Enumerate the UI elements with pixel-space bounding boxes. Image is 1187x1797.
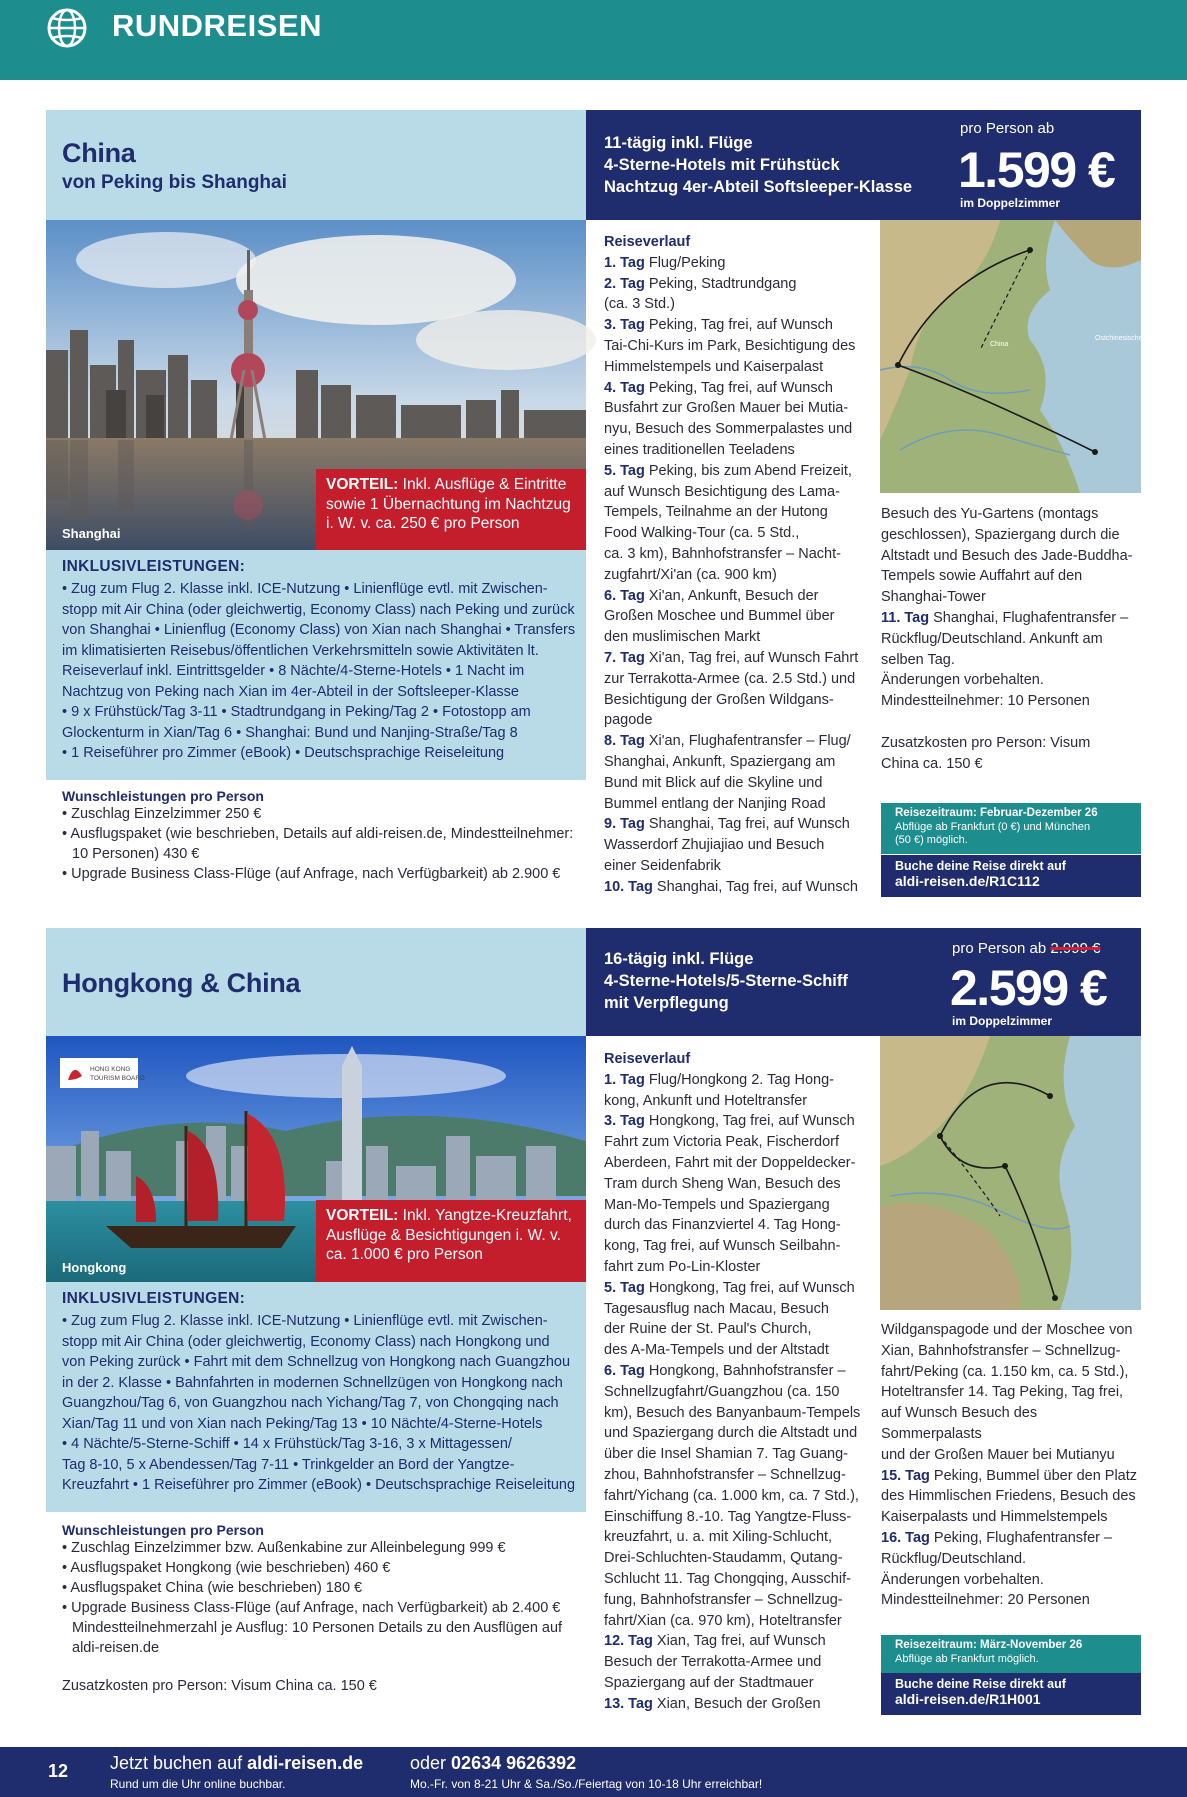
itinerary-line: 15. Tag Peking, Bummel über den Platz: [881, 1467, 1138, 1484]
itinerary-lines: [604, 253, 874, 898]
tour1-reisezeitraum-text: Reisezeitraum: Februar-Dezember 26: [895, 807, 1098, 819]
tour1-photo-caption: Shanghai: [62, 526, 121, 541]
itinerary-line: 5. Tag Hongkong, Tag frei, auf Wunsch: [604, 1279, 855, 1296]
inclusive-line: in der 2. Klasse • Bahnfahrten in modernen Schnellzügen von Hongkong nach: [62, 1374, 563, 1391]
itinerary-line: 16. Tag Peking, Flughafentransfer –: [881, 1529, 1113, 1546]
tour2-title: Hongkong & China: [62, 968, 301, 998]
itinerary-line: 10. Tag Shanghai, Tag frei, auf Wunsch: [604, 878, 858, 895]
tour1-offer-header: [586, 110, 1141, 220]
tour2-vorteil-line: Ausflüge & Besichtigungen i. W. v.: [326, 1226, 561, 1244]
logo-text: HONG KONG: [90, 1066, 131, 1073]
side-lines: [881, 504, 1141, 774]
itinerary-line: Bund mit Blick auf die Skyline und: [604, 774, 823, 791]
itinerary-line: 11. Tag Shanghai, Flughafentransfer –: [881, 609, 1129, 626]
booking-line: Buche deine Reise direkt auf: [895, 859, 1066, 873]
tour2-itinerary-continued: [881, 1320, 1141, 1611]
itinerary-line: Rückflug/Deutschland. Ankunft am: [881, 630, 1103, 647]
tour1-price-suffix: im Doppelzimmer: [960, 196, 1061, 210]
tour1-booking-link[interactable]: aldi-reisen.de/R1C112: [895, 873, 1040, 889]
tour1-inclusive-heading: INKLUSIVLEISTUNGEN:: [62, 558, 246, 575]
itinerary-line: [881, 712, 1141, 733]
itinerary-line: und der Großen Mauer bei Mutianyu: [881, 1446, 1115, 1463]
inclusive-line: Nachtzug von Peking nach Xian im 4er-Abteil in der Softsleeper-Klasse: [62, 683, 519, 700]
itinerary-line: Rückflug/Deutschland.: [881, 1550, 1027, 1567]
tour1-itinerary: [604, 232, 874, 898]
tour1-title: China: [62, 138, 136, 168]
tour2-route-map: [880, 1036, 1141, 1310]
wunsch-item: • Zuschlag Einzelzimmer bzw. Außenkabine zur Alleinbelegung 999 €: [62, 1538, 582, 1558]
inclusive-line: • Zug zum Flug 2. Klasse inkl. ICE-Nutzung • Linienflüge evtl. mit Zwischen-: [62, 581, 548, 597]
footer-cta-sub: Rund um die Uhr online buchbar.: [110, 1777, 286, 1791]
tour1-vorteil-line: Inkl. Ausflüge & Eintritte: [402, 476, 567, 493]
tour2-offer-header: [586, 928, 1141, 1036]
itinerary-line: kong, Ankunft und Hoteltransfer: [604, 1092, 808, 1109]
itinerary-line: Himmelstempels und Kaiserpalast: [604, 358, 824, 375]
itinerary-line: 6. Tag Xi'an, Ankunft, Besuch der: [604, 587, 819, 604]
tour1-vorteil-box: [316, 469, 586, 550]
inclusive-line: Reiseverlauf inkl. Eintrittsgelder • 8 Nächte/4-Sterne-Hotels • 1 Nacht im: [62, 663, 525, 679]
itinerary-line: auf Wunsch Besuch des Sommerpalasts: [881, 1405, 1038, 1442]
tour1-inclusive-text: [62, 579, 578, 764]
itinerary-line: geschlossen), Spaziergang durch die: [881, 526, 1120, 543]
itinerary-line: Busfahrt zur Großen Mauer bei Mutia-: [604, 400, 849, 417]
itinerary-line: fahrt/Peking (ca. 1.150 km, ca. 5 Std.),: [881, 1363, 1129, 1380]
tour2-title-panel: [46, 928, 586, 1036]
tour2-reisezeitraum-text: Reisezeitraum: März-November 26: [895, 1639, 1083, 1651]
itinerary-line: selben Tag.: [881, 651, 955, 668]
phone-prefix: oder: [410, 1753, 447, 1773]
inclusive-line: von Shanghai • Linienflug (Economy Class) von Xian nach Shanghai • Transfers: [62, 622, 576, 638]
map-label: Ostchinesisches Meer: [1095, 335, 1164, 342]
itinerary-line: Tempels, Teilnahme an der Hutong: [604, 504, 828, 521]
tour1-inclusive-panel: [46, 550, 586, 780]
itinerary-line: km), Besuch des Banyanbaum-Tempels: [604, 1404, 861, 1421]
itinerary-line: 3. Tag Hongkong, Tag frei, auf Wunsch: [604, 1113, 855, 1130]
abflug-line: Abflüge ab Frankfurt möglich.: [895, 1652, 1039, 1665]
tour1-title-panel: [46, 110, 586, 220]
itinerary-line: Mindestteilnehmer: 10 Personen: [881, 693, 1090, 710]
itinerary-line: eines traditionellen Teeladens: [604, 441, 795, 458]
itinerary-line: 7. Tag Xi'an, Tag frei, auf Wunsch Fahrt: [604, 649, 859, 666]
wunsch-item: • Upgrade Business Class-Flüge (auf Anfrage, nach Verfügbarkeit) ab 2.400 € Mindestteilnehmerzahl je Ausflug: 10 Personen Details zu den Ausflügen auf aldi-reisen.de: [62, 1598, 582, 1658]
itinerary-line: China ca. 150 €: [881, 755, 983, 772]
itinerary-line: Änderungen vorbehalten.: [881, 1571, 1044, 1588]
itinerary-line: des A-Ma-Tempels und der Altstadt: [604, 1342, 829, 1359]
itinerary-line: Kaiserpalasts und Himmelstempels: [881, 1509, 1108, 1526]
tour2-price-prefix: [952, 940, 1100, 957]
itinerary-line: 1. Tag Flug/Hongkong 2. Tag Hong-: [604, 1071, 834, 1088]
offer-line: mit Verpflegung: [604, 994, 729, 1012]
inclusive-line: stopp mit Air China (oder gleichwertig, Economy Class) nach Hongkong und: [62, 1333, 550, 1350]
tour2-inclusive-heading: INKLUSIVLEISTUNGEN:: [62, 1290, 246, 1307]
footer-hours: Mo.-Fr. von 8-21 Uhr & Sa./So./Feiertag von 10-18 Uhr erreichbar!: [410, 1777, 763, 1791]
itinerary-line: 3. Tag Peking, Tag frei, auf Wunsch: [604, 317, 833, 334]
offer-line: 11-tägig inkl. Flüge: [604, 134, 753, 152]
itinerary-line: Aberdeen, Fahrt mit der Doppeldecker-: [604, 1154, 856, 1171]
itinerary-line: durch das Finanzviertel 4. Tag Hong-: [604, 1217, 841, 1234]
itinerary-line: Shanghai, Ankunft, Spaziergang am: [604, 753, 836, 770]
offer-line: Nachtzug 4er-Abteil Softsleeper-Klasse: [604, 178, 913, 196]
itinerary-line: 6. Tag Hongkong, Bahnhofstransfer –: [604, 1362, 846, 1379]
inclusive-line: stopp mit Air China (oder gleichwertig, Economy Class) nach Peking und zurück: [62, 601, 575, 618]
tour1-offer-lines: [604, 132, 912, 198]
itinerary-line: zugfahrt/Xi'an (ca. 900 km): [604, 566, 777, 583]
itinerary-line: Tagesausflug nach Macau, Besuch: [604, 1300, 829, 1317]
itinerary-line: 4. Tag Peking, Tag frei, auf Wunsch: [604, 379, 833, 396]
abflug-line: (50 €) möglich.: [895, 834, 968, 846]
china-map-image: [880, 220, 1164, 493]
itinerary-line: pagode: [604, 712, 653, 729]
globe-icon: [46, 2, 88, 52]
phone-number[interactable]: 02634 9626392: [451, 1753, 577, 1773]
tour2-photo-caption: Hongkong: [62, 1260, 127, 1275]
tour2-booking-box[interactable]: [881, 1673, 1141, 1715]
offer-line: 4-Sterne-Hotels mit Frühstück: [604, 156, 840, 174]
itinerary-line: Änderungen vorbehalten.: [881, 672, 1044, 689]
itinerary-line: fahrt/Yichang (ca. 1.000 km, ca. 7 Std.),: [604, 1487, 859, 1504]
itinerary-line: zur Terrakotta-Armee (ca. 2.5 Std.) und: [604, 670, 856, 687]
inclusive-line: • 1 Reiseführer pro Zimmer (eBook) • Deutschsprachige Reiseleitung: [62, 745, 505, 761]
itinerary-line: Hoteltransfer 14. Tag Peking, Tag frei,: [881, 1384, 1124, 1401]
tour1-itinerary-continued: [881, 504, 1141, 774]
itinerary-heading: Reiseverlauf: [604, 234, 691, 250]
footer-bar: [0, 1747, 1187, 1797]
itinerary-line: 13. Tag Xian, Besuch der Großen: [604, 1695, 821, 1712]
offer-line: 16-tägig inkl. Flüge: [604, 950, 754, 968]
inclusive-line: Guangzhou/Tag 6, von Guangzhou nach Yichang/Tag 7, von Chongqing nach: [62, 1395, 559, 1411]
tour2-offer-lines: [604, 948, 848, 1014]
inclusive-line: Xian/Tag 11 und von Xian nach Peking/Tag 13 • 10 Nächte/4-Sterne-Hotels: [62, 1415, 543, 1432]
price-prefix-text: pro Person ab: [952, 940, 1047, 957]
itinerary-line: kreuzfahrt, u. a. mit Xiling-Schlucht,: [604, 1529, 833, 1546]
itinerary-line: 1. Tag Flug/Peking: [604, 254, 726, 271]
itinerary-line: über die Insel Shamian 7. Tag Guang-: [604, 1446, 848, 1463]
inclusive-line: Tag 8-10, 5 x Abendessen/Tag 7-11 • Trinkgelder an Bord der Yangtze-: [62, 1456, 515, 1473]
inclusive-line: im klimatisierten Reisebus/öffentlichen Verkehrsmitteln sowie Aktivitäten lt.: [62, 642, 539, 659]
itinerary-line: Tai-Chi-Kurs im Park, Besichtigung des: [604, 337, 856, 354]
tour1-price: 1.599 €: [958, 142, 1115, 198]
side-lines: [881, 1320, 1141, 1611]
itinerary-line: zhou, Bahnhofstransfer – Schnellzug-: [604, 1466, 846, 1483]
itinerary-line: Tram durch Sheng Wan, Besuch des: [604, 1175, 841, 1192]
tour1-vorteil-label: VORTEIL:: [326, 476, 399, 493]
offer-line: 4-Sterne-Hotels/5-Sterne-Schiff: [604, 972, 848, 990]
itinerary-line: Besichtigung der Großen Wildgans-: [604, 691, 834, 708]
itinerary-line: Tempels sowie Auffahrt auf den: [881, 568, 1083, 585]
itinerary-line: Fahrt zum Victoria Peak, Fischerdorf: [604, 1134, 840, 1151]
itinerary-line: 9. Tag Shanghai, Tag frei, auf Wunsch: [604, 816, 850, 833]
itinerary-line: 8. Tag Xi'an, Flughafentransfer – Flug/: [604, 733, 851, 750]
tour2-vorteil-box: [316, 1200, 586, 1282]
itinerary-line: kong, Tag frei, auf Wunsch Seilbahn-: [604, 1238, 841, 1255]
wunsch-item: • Ausflugspaket Hongkong (wie beschrieben) 460 €: [62, 1558, 582, 1578]
itinerary-line: Mindestteilnehmer: 20 Personen: [881, 1592, 1090, 1609]
itinerary-line: Man-Mo-Tempels und Spaziergang: [604, 1196, 830, 1213]
tour2-vorteil-line: ca. 1.000 € pro Person: [326, 1246, 483, 1263]
itinerary-line: den muslimischen Markt: [604, 629, 761, 646]
section-header: [0, 0, 1187, 80]
itinerary-line: und Spaziergang durch die Altstadt und: [604, 1425, 858, 1442]
tour2-vorteil-label: VORTEIL:: [326, 1207, 399, 1224]
itinerary-line: Altstadt und Besuch des Jade-Buddha-: [881, 547, 1133, 564]
itinerary-line: Besuch des Yu-Gartens (montags: [881, 506, 1099, 522]
tour2-inclusive-text: [62, 1311, 578, 1496]
tour2-booking-link[interactable]: aldi-reisen.de/R1H001: [895, 1691, 1041, 1707]
logo-text: TOURISM BOARD: [90, 1075, 145, 1082]
tour2-price-suffix: im Doppelzimmer: [952, 1014, 1053, 1028]
itinerary-line: fahrt/Xian (ca. 970 km), Hoteltransfer: [604, 1612, 842, 1629]
inclusive-line: Kreuzfahrt • 1 Reiseführer pro Zimmer (eBook) • Deutschsprachige Reiseleitung: [62, 1477, 576, 1493]
itinerary-line: Schnellzugfahrt/Guangzhou (ca. 150: [604, 1383, 840, 1400]
itinerary-line: Wildganspagode und der Moschee von: [881, 1322, 1133, 1338]
section-title: RUNDREISEN: [112, 8, 322, 43]
tour2-itinerary: [604, 1049, 874, 1715]
cta-prefix: Jetzt buchen auf: [110, 1753, 243, 1773]
wunsch-item: • Ausflugspaket China (wie beschrieben) 180 €: [62, 1578, 582, 1598]
itinerary-line: einer Seidenfabrik: [604, 857, 721, 874]
tour1-price-prefix: pro Person ab: [960, 120, 1055, 137]
inclusive-line: • 4 Nächte/5-Sterne-Schiff • 14 x Frühstück/Tag 3-16, 3 x Mittagessen/: [62, 1436, 512, 1452]
map-label: China: [990, 341, 1009, 348]
itinerary-line: der Ruine der St. Paul's Church,: [604, 1321, 812, 1338]
itinerary-line: Shanghai-Tower: [881, 589, 986, 606]
itinerary-line: nyu, Besuch des Sommerpalastes und: [604, 421, 853, 438]
abflug-line: Abflüge ab Frankfurt (0 €) und München: [895, 820, 1091, 833]
tour2-inclusive-panel: [46, 1282, 586, 1512]
inclusive-line: Glockenturm in Xian/Tag 6 • Shanghai: Bund und Nanjing-Straße/Tag 8: [62, 724, 518, 741]
itinerary-line: Zusatzkosten pro Person: Visum: [881, 734, 1091, 751]
tour1-reisezeitraum: [881, 803, 1141, 854]
tour1-wunsch-heading: Wunschleistungen pro Person: [62, 788, 264, 804]
tour2-wunschleistungen: [62, 1522, 582, 1694]
inclusive-line: • Zug zum Flug 2. Klasse inkl. ICE-Nutzung • Linienflüge evtl. mit Zwischen-: [62, 1313, 548, 1329]
tour1-route-map: [880, 220, 1164, 493]
itinerary-line: Großen Moschee und Bummel über: [604, 608, 835, 625]
itinerary-line: 5. Tag Peking, bis zum Abend Freizeit,: [604, 462, 852, 479]
itinerary-line: des Himmlischen Friedens, Besuch des: [881, 1488, 1136, 1505]
tour2-vorteil-line: Inkl. Yangtze-Kreuzfahrt,: [402, 1207, 572, 1224]
itinerary-line: (ca. 3 Std.): [604, 296, 675, 313]
cta-link[interactable]: aldi-reisen.de: [247, 1753, 364, 1773]
wunsch-item: • Zuschlag Einzelzimmer 250 €: [62, 804, 582, 824]
tour2-reisezeitraum: [881, 1635, 1141, 1673]
inclusive-line: von Peking zurück • Fahrt mit dem Schnellzug von Hongkong nach Guangzhou: [62, 1354, 571, 1370]
tour2-old-price: 2.999 €: [1050, 940, 1101, 957]
booking-line: Buche deine Reise direkt auf: [895, 1677, 1066, 1691]
itinerary-lines: [604, 1070, 874, 1715]
itinerary-line: Besuch der Terrakotta-Armee und: [604, 1654, 822, 1671]
itinerary-line: 2. Tag Peking, Stadtrundgang: [604, 275, 797, 292]
itinerary-line: ca. 3 km), Bahnhofstransfer – Nacht-: [604, 545, 841, 562]
itinerary-line: Wasserdorf Zhujiajiao und Besuch: [604, 837, 825, 854]
wunsch-item: • Upgrade Business Class-Flüge (auf Anfrage, nach Verfügbarkeit) ab 2.900 €: [62, 864, 582, 884]
tour1-vorteil-line: i. W. v. ca. 250 € pro Person: [326, 515, 520, 532]
tour1-vorteil-line: sowie 1 Übernachtung im Nachtzug: [326, 495, 571, 513]
itinerary-line: fung, Bahnhofstransfer – Schnellzug-: [604, 1591, 843, 1608]
tour1-subtitle: von Peking bis Shanghai: [62, 172, 287, 193]
china-route-map-image: [880, 1036, 1141, 1310]
tour1-booking-box[interactable]: [881, 855, 1141, 897]
itinerary-line: Food Walking-Tour (ca. 5 Std.,: [604, 525, 800, 542]
inclusive-line: • 9 x Frühstück/Tag 3-11 • Stadtrundgang in Peking/Tag 2 • Fotostopp am: [62, 704, 531, 720]
itinerary-line: Bummel entlang der Nanjing Road: [604, 795, 826, 812]
itinerary-heading: Reiseverlauf: [604, 1051, 691, 1067]
itinerary-line: fahrt zum Po-Lin-Kloster: [604, 1258, 761, 1275]
page-number: 12: [48, 1761, 69, 1781]
itinerary-line: Spaziergang auf der Stadtmauer: [604, 1674, 814, 1691]
itinerary-line: Drei-Schluchten-Staudamm, Qutang-: [604, 1550, 843, 1567]
itinerary-line: Schlucht 11. Tag Chongqing, Ausschif-: [604, 1570, 851, 1587]
itinerary-line: Xian, Bahnhofstransfer – Schnellzug-: [881, 1342, 1121, 1359]
footer-phone: [410, 1753, 576, 1774]
tour1-wunschleistungen: [62, 788, 582, 884]
wunsch-item: • Ausflugspaket (wie beschrieben, Details auf aldi-reisen.de, Mindestteilnehmer: 10 Personen) 430 €: [62, 824, 582, 864]
tour2-zusatzkosten: Zusatzkosten pro Person: Visum China ca. 150 €: [62, 1678, 377, 1694]
tour2-price: 2.599 €: [950, 960, 1107, 1016]
tour2-wunsch-heading: Wunschleistungen pro Person: [62, 1522, 264, 1538]
itinerary-line: Einschiffung 8.-10. Tag Yangtze-Fluss-: [604, 1508, 852, 1525]
itinerary-line: 12. Tag Xian, Tag frei, auf Wunsch: [604, 1633, 826, 1650]
footer-cta: [110, 1753, 363, 1774]
itinerary-line: auf Wunsch Besichtigung des Lama-: [604, 483, 840, 500]
